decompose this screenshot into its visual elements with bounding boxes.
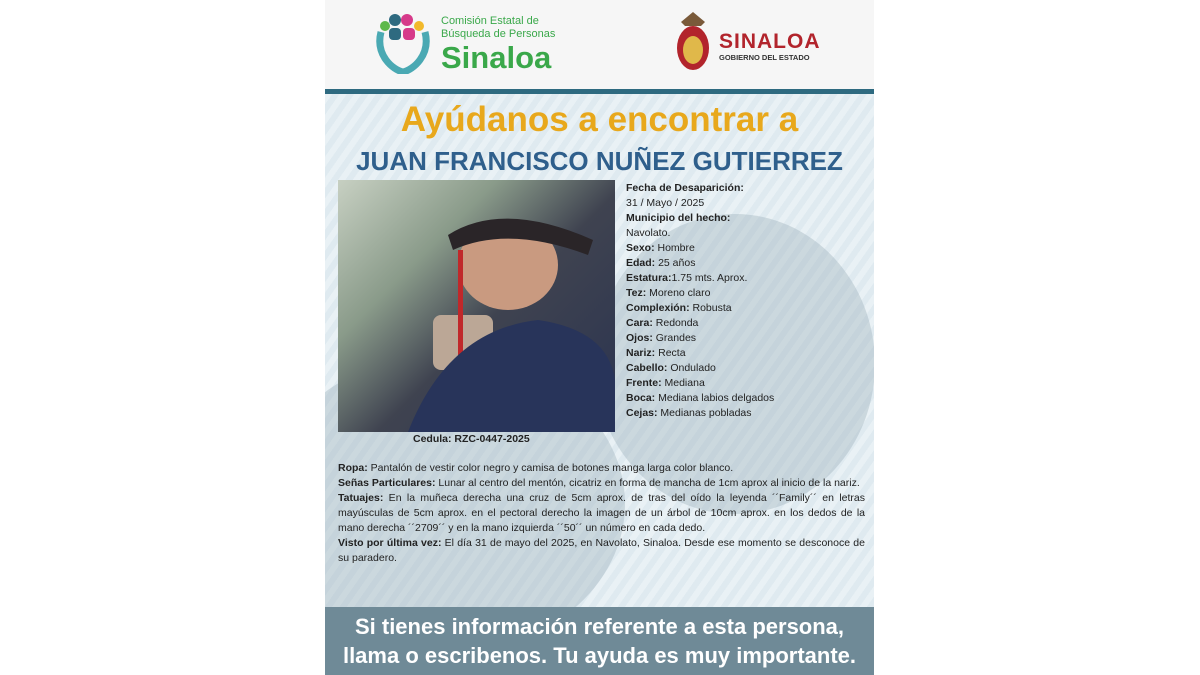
detail-item xyxy=(626,301,774,316)
detail-item xyxy=(626,361,774,376)
cebp-title: Comisión Estatal de Búsqueda de Personas xyxy=(441,15,556,40)
detail-item xyxy=(626,346,774,361)
detail-item xyxy=(626,256,774,271)
detail-value: 1.75 mts. Aprox. xyxy=(671,272,748,284)
detail-label: Cara: xyxy=(626,317,653,329)
detail-label: Ojos: xyxy=(626,332,653,344)
cebp-logo-icon xyxy=(373,10,433,74)
detail-label: Tatuajes: xyxy=(338,492,384,504)
detail-label: Estatura: xyxy=(626,272,672,284)
detail-label: Tez: xyxy=(626,287,647,299)
detail-item xyxy=(338,476,865,491)
detail-value: Robusta xyxy=(689,302,732,314)
detail-value: El día 31 de mayo del 2025, en Navolato, Sinaloa. Desde ese momento se desconoce de su paradero. xyxy=(338,537,865,564)
detail-value: Medianas pobladas xyxy=(657,407,752,419)
missing-person-poster xyxy=(325,0,874,675)
cebp-name: Sinaloa xyxy=(441,40,552,75)
detail-item xyxy=(626,316,774,331)
detail-label: Sexo: xyxy=(626,242,655,254)
detail-label: Fecha de Desaparición: xyxy=(626,182,744,194)
detail-label: Cabello: xyxy=(626,362,668,374)
detail-value: Lunar al centro del mentón, cicatriz en forma de mancha de 1cm aprox al inicio de la nariz. xyxy=(435,477,860,489)
detail-label: Edad: xyxy=(626,257,656,269)
person-details xyxy=(626,181,774,421)
detail-label: Visto por última vez: xyxy=(338,537,442,549)
detail-value: Mediana xyxy=(661,377,705,389)
detail-value: Hombre xyxy=(654,242,695,254)
detail-item xyxy=(338,461,865,476)
detail-item xyxy=(626,286,774,301)
detail-item xyxy=(626,271,774,286)
detail-item xyxy=(626,181,774,211)
detail-value: En la muñeca derecha una cruz de 5cm aprox. de tras del oído la leyenda ´´Family´´ en letras mayúsculas de 5cm aprox. en el pectoral derecho la imagen de un árbol de 10cm aprox. en los dedos de la mano derecha ´´2709´´ y en la mano izquierda ´´50´´ un número en cada dedo. xyxy=(338,492,865,534)
detail-label: Ropa: xyxy=(338,462,368,474)
detail-item xyxy=(626,391,774,406)
detail-label: Frente: xyxy=(626,377,662,389)
person-photo xyxy=(338,180,615,432)
detail-item xyxy=(338,536,865,566)
person-description xyxy=(338,461,865,566)
detail-label: Municipio del hecho: xyxy=(626,212,731,224)
contact-line-2: llama o escribenos. Tu ayuda es muy importante. xyxy=(342,643,857,668)
detail-label: Boca: xyxy=(626,392,656,404)
detail-item xyxy=(626,241,774,256)
detail-label: Nariz: xyxy=(626,347,656,359)
contact-banner xyxy=(325,607,874,675)
detail-item xyxy=(338,491,865,536)
detail-item xyxy=(626,331,774,346)
detail-value: Navolato. xyxy=(626,227,671,239)
government-name: SINALOA xyxy=(719,30,821,53)
person-name: JUAN FRANCISCO NUÑEZ GUTIERREZ xyxy=(356,146,843,176)
detail-label: Complexión: xyxy=(626,302,690,314)
poster-header xyxy=(325,0,874,89)
detail-value: 31 / Mayo / 2025 xyxy=(626,197,705,209)
detail-item xyxy=(626,211,774,241)
detail-value: Recta xyxy=(655,347,686,359)
detail-item xyxy=(626,406,774,421)
detail-value: Pantalón de vestir color negro y camisa de botones manga larga color blanco. xyxy=(367,462,734,474)
detail-value: Moreno claro xyxy=(646,287,711,299)
detail-value: Mediana labios delgados xyxy=(655,392,775,404)
contact-line-1: Si tienes información referente a esta persona, xyxy=(354,614,845,639)
poster-title: Ayúdanos a encontrar a xyxy=(400,100,799,139)
detail-item xyxy=(626,376,774,391)
detail-label: Cejas: xyxy=(626,407,658,419)
detail-label: Señas Particulares: xyxy=(338,477,436,489)
detail-value: Ondulado xyxy=(667,362,716,374)
detail-value: Redonda xyxy=(652,317,699,329)
detail-value: 25 años xyxy=(655,257,696,269)
detail-value: Grandes xyxy=(652,332,697,344)
cedula-caption: Cedula: RZC-0447-2025 xyxy=(413,433,530,445)
sinaloa-seal-icon xyxy=(675,10,711,74)
government-subtitle: GOBIERNO DEL ESTADO xyxy=(719,53,810,62)
